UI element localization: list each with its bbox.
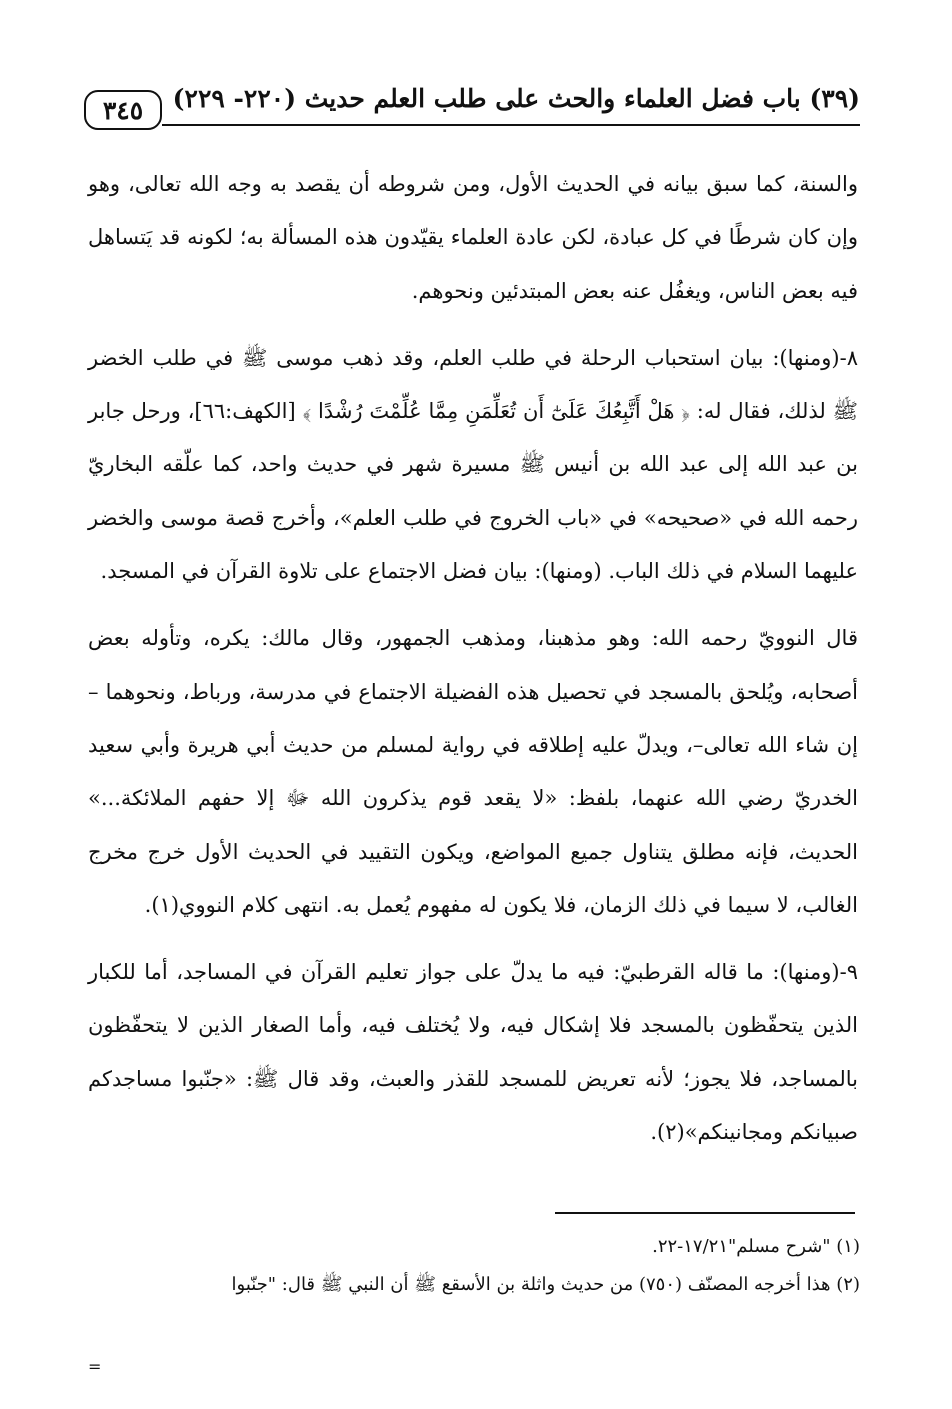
continuation-mark: = (88, 1357, 102, 1376)
footnote: (١) "شرح مسلم"١٧/٢١-٢٢. (652, 1236, 860, 1257)
paragraph: والسنة، كما سبق بيانه في الحديث الأول، ومن شروطه أن يقصد به وجه الله تعالى، وهو وإن كان شرطًا في كل عبادة، لكن عادة العلماء يقيّدون هذه المسألة به؛ لكونه قد يَتساهل فيه بعض الناس، ويغفُل عنه بعض المبتدئين ونحوهم. (88, 172, 858, 303)
page-number: ٣٤٥ (84, 90, 162, 130)
footnote: (٢) هذا أخرجه المصنّف (٧٥٠) من حديث واثلة بن الأسقع ﷺ أن النبي ﷺ قال: "جنّبوا (231, 1274, 860, 1295)
footnotes (84, 1228, 860, 1304)
page-header (84, 84, 860, 134)
body-text (88, 158, 858, 1159)
paragraph: ٨-(ومنها): بيان استحباب الرحلة في طلب العلم، وقد ذهب موسى ﷺ في طلب الخضر ﷺ لذلك، فقال له: ﴿ هَلْ أَتَّبِعُكَ عَلَىٰٓ أَن تُعَلِّمَنِ مِمَّا عُلِّمْتَ رُشْدًا ﴾ [الكهف:٦٦]، ورحل جابر بن عبد الله إلى عبد الله بن أنيس ﷺ مسيرة شهر في حديث واحد، كما علّقه البخاريّ رحمه الله في «صحيحه» في «باب الخروج في طلب العلم»، وأخرج قصة موسى والخضر عليهما السلام في ذلك الباب. (ومنها): بيان فضل الاجتماع على تلاوة القرآن في المسجد. (88, 345, 858, 584)
paragraph: قال النوويّ رحمه الله: وهو مذهبنا، ومذهب الجمهور، وقال مالك: يكره، وتأوله بعض أصحابه، ويُلحق بالمسجد في تحصيل هذه الفضيلة الاجتماع في مدرسة، ورباط، ونحوهما –إن شاء الله تعالى–، ويدلّ عليه إطلاقه في رواية لمسلم من حديث أبي هريرة وأبي سعيد الخدريّ رضي الله عنهما، بلفظ: «لا يقعد قوم يذكرون الله ﷻ إلا حفهم الملائكة...» الحديث، فإنه مطلق يتناول جميع المواضع، ويكون التقييد في الحديث الأول خرج مخرج الغالب، لا سيما في ذلك الزمان، فلا يكون له مفهوم يُعمل به. انتهى كلام النووي(١). (88, 626, 858, 917)
running-title: (٣٩) باب فضل العلماء والحث على طلب العلم حديث (٢٢٠- ٢٢٩) (172, 84, 860, 113)
footnote-separator (555, 1212, 855, 1214)
paragraph: ٩-(ومنها): ما قاله القرطبيّ: فيه ما يدلّ على جواز تعليم القرآن في المساجد، أما للكبار الذين يتحفّظون بالمسجد فلا إشكال فيه، ولا يُختلف فيه، وأما الصغار الذين لا يتحفّظون بالمساجد، فلا يجوز؛ لأنه تعريض للمسجد للقذر والعبث، وقد قال ﷺ: «جنّبوا مساجدكم صبيانكم ومجانينكم»(٢). (88, 960, 858, 1145)
header-rule (162, 124, 860, 126)
